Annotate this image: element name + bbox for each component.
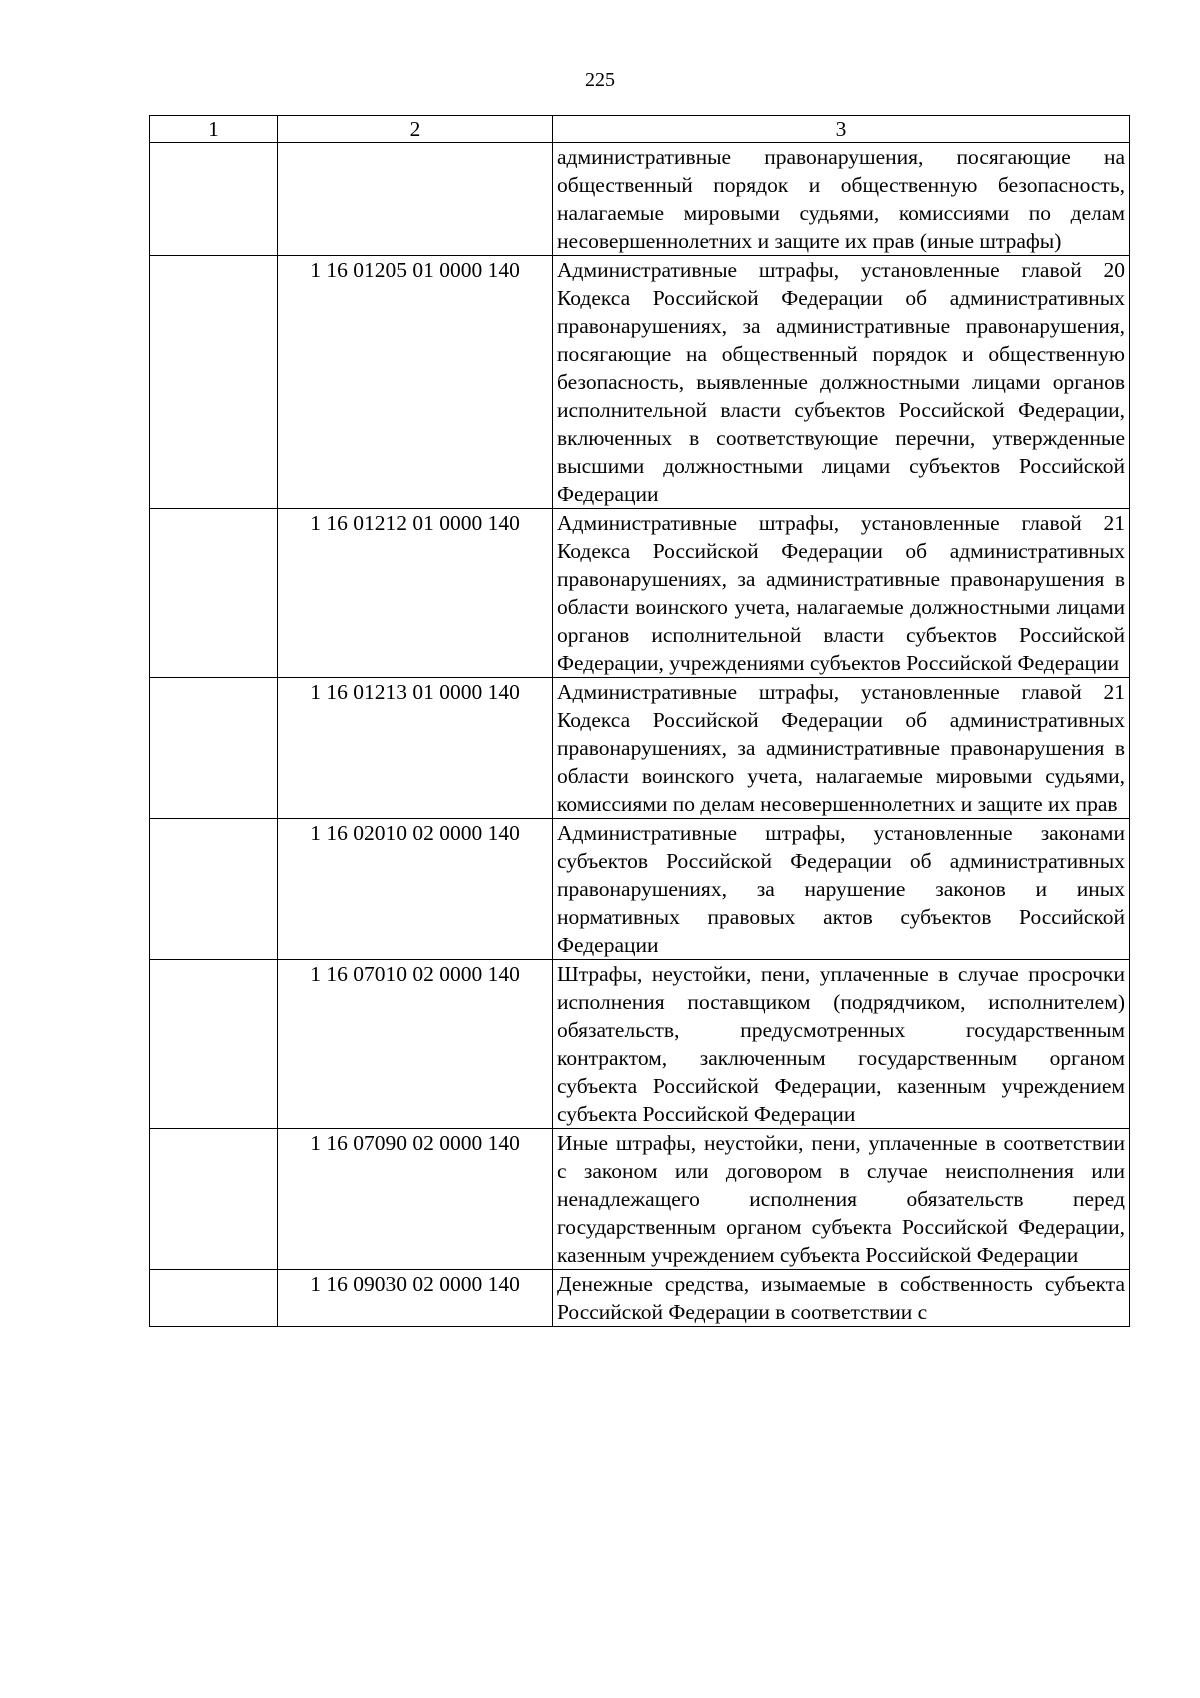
table-row — [150, 960, 1130, 1129]
budget-code-cell: 1 16 07010 02 0000 140 — [278, 960, 553, 1129]
row-col1-cell — [150, 256, 278, 509]
row-col1-cell — [150, 960, 278, 1129]
table-row — [150, 1129, 1130, 1270]
budget-code-cell: 1 16 02010 02 0000 140 — [278, 819, 553, 960]
table-row — [150, 1270, 1130, 1327]
description-cell: Административные штрафы, установленные законами субъектов Российской Федерации об административных правонарушениях, за нарушение законов и иных нормативных правовых актов субъектов Российской Федерации — [553, 819, 1130, 960]
column-header-2: 2 — [278, 116, 553, 143]
description-cell: Иные штрафы, неустойки, пени, уплаченные в соответствии с законом или договором в случае неисполнения или ненадлежащего исполнения обязательств перед государственным органом субъекта Российской Федерации, казенным учреждением субъекта Российской Федерации — [553, 1129, 1130, 1270]
description-cell: Штрафы, неустойки, пени, уплаченные в случае просрочки исполнения поставщиком (подрядчиком, исполнителем) обязательств, предусмотренных государственным контрактом, заключенным государственным органом субъекта Российской Федерации, казенным учреждением субъекта Российской Федерации — [553, 960, 1130, 1129]
budget-code-cell: 1 16 01212 01 0000 140 — [278, 509, 553, 678]
row-col1-cell — [150, 678, 278, 819]
budget-classification-table — [149, 115, 1130, 1327]
table-row — [150, 143, 1130, 256]
description-cell: Административные штрафы, установленные главой 20 Кодекса Российской Федерации об административных правонарушениях, за административные правонарушения, посягающие на общественный порядок и общественную безопасность, выявленные должностными лицами органов исполнительной власти субъектов Российской Федерации, включенных в соответствующие перечни, утвержденные высшими должностными лицами субъектов Российской Федерации — [553, 256, 1130, 509]
row-col1-cell — [150, 143, 278, 256]
description-cell: Денежные средства, изымаемые в собственность субъекта Российской Федерации в соответствии с — [553, 1270, 1130, 1327]
description-cell: административные правонарушения, посягающие на общественный порядок и общественную безопасность, налагаемые мировыми судьями, комиссиями по делам несовершеннолетних и защите их прав (иные штрафы) — [553, 143, 1130, 256]
row-col1-cell — [150, 1129, 278, 1270]
budget-code-cell — [278, 143, 553, 256]
table-row — [150, 509, 1130, 678]
column-header-3: 3 — [553, 116, 1130, 143]
description-cell: Административные штрафы, установленные главой 21 Кодекса Российской Федерации об административных правонарушениях, за административные правонарушения в области воинского учета, налагаемые мировыми судьями, комиссиями по делам несовершеннолетних и защите их прав — [553, 678, 1130, 819]
table-row — [150, 819, 1130, 960]
row-col1-cell — [150, 819, 278, 960]
budget-code-cell: 1 16 09030 02 0000 140 — [278, 1270, 553, 1327]
budget-code-cell: 1 16 07090 02 0000 140 — [278, 1129, 553, 1270]
page-number: 225 — [585, 69, 615, 91]
budget-code-cell: 1 16 01213 01 0000 140 — [278, 678, 553, 819]
row-col1-cell — [150, 509, 278, 678]
column-header-1: 1 — [150, 116, 278, 143]
description-cell: Административные штрафы, установленные главой 21 Кодекса Российской Федерации об административных правонарушениях, за административные правонарушения в области воинского учета, налагаемые должностными лицами органов исполнительной власти субъектов Российской Федерации, учреждениями субъектов Российской Федерации — [553, 509, 1130, 678]
table-header-row — [150, 116, 1130, 143]
row-col1-cell — [150, 1270, 278, 1327]
budget-code-cell: 1 16 01205 01 0000 140 — [278, 256, 553, 509]
table-row — [150, 256, 1130, 509]
table-row — [150, 678, 1130, 819]
